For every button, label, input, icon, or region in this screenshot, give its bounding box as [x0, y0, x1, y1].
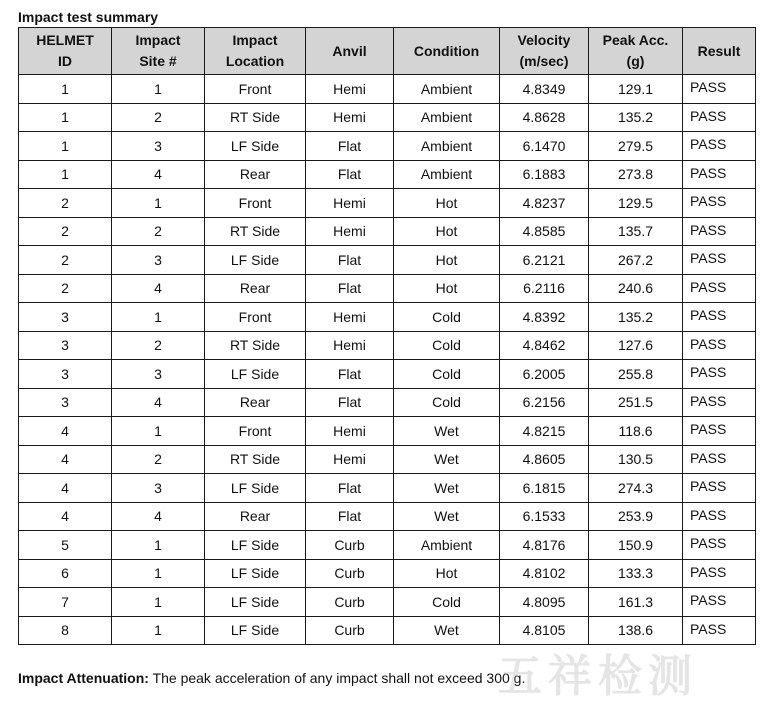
cell-result: PASS	[683, 217, 756, 246]
cell-impact-location: LF Side	[205, 531, 306, 560]
cell-impact-location: Rear	[205, 502, 306, 531]
cell-velocity: 4.8102	[500, 559, 589, 588]
cell-result: PASS	[683, 274, 756, 303]
header-text: Impact	[232, 32, 278, 48]
cell-peak-acc: 255.8	[589, 360, 683, 389]
cell-helmet-id: 4	[19, 474, 112, 503]
cell-condition: Cold	[394, 303, 500, 332]
cell-velocity: 4.8237	[500, 189, 589, 218]
cell-velocity: 4.8095	[500, 588, 589, 617]
cell-helmet-id: 1	[19, 103, 112, 132]
table-row	[19, 103, 756, 132]
cell-peak-acc: 135.7	[589, 217, 683, 246]
cell-impact-location: Front	[205, 417, 306, 446]
cell-peak-acc: 135.2	[589, 303, 683, 332]
cell-impact-site: 4	[112, 274, 205, 303]
cell-impact-site: 2	[112, 103, 205, 132]
cell-peak-acc: 133.3	[589, 559, 683, 588]
cell-impact-location: Rear	[205, 388, 306, 417]
cell-anvil: Hemi	[306, 417, 394, 446]
table-row	[19, 474, 756, 503]
cell-condition: Cold	[394, 360, 500, 389]
header-text: Location	[225, 53, 285, 69]
cell-condition: Ambient	[394, 531, 500, 560]
cell-result: PASS	[683, 445, 756, 474]
cell-anvil: Curb	[306, 559, 394, 588]
cell-condition: Cold	[394, 388, 500, 417]
table-row	[19, 303, 756, 332]
cell-condition: Cold	[394, 588, 500, 617]
cell-impact-site: 1	[112, 417, 205, 446]
cell-peak-acc: 240.6	[589, 274, 683, 303]
cell-impact-site: 3	[112, 360, 205, 389]
cell-anvil: Flat	[306, 160, 394, 189]
cell-anvil: Flat	[306, 360, 394, 389]
cell-anvil: Flat	[306, 474, 394, 503]
cell-impact-site: 4	[112, 502, 205, 531]
cell-helmet-id: 5	[19, 531, 112, 560]
table-row	[19, 417, 756, 446]
cell-peak-acc: 267.2	[589, 246, 683, 275]
cell-velocity: 6.1533	[500, 502, 589, 531]
cell-helmet-id: 8	[19, 616, 112, 645]
table-row	[19, 445, 756, 474]
cell-velocity: 4.8462	[500, 331, 589, 360]
cell-result: PASS	[683, 103, 756, 132]
cell-impact-location: RT Side	[205, 217, 306, 246]
table-row	[19, 531, 756, 560]
cell-impact-site: 4	[112, 160, 205, 189]
cell-result: PASS	[683, 360, 756, 389]
table-row	[19, 388, 756, 417]
cell-anvil: Hemi	[306, 189, 394, 218]
cell-impact-location: Rear	[205, 274, 306, 303]
table-row	[19, 132, 756, 161]
cell-anvil: Hemi	[306, 331, 394, 360]
cell-result: PASS	[683, 75, 756, 104]
header-text: (g)	[626, 53, 645, 69]
footnote	[18, 670, 525, 686]
cell-impact-site: 1	[112, 189, 205, 218]
cell-impact-location: LF Side	[205, 360, 306, 389]
cell-peak-acc: 150.9	[589, 531, 683, 560]
cell-helmet-id: 3	[19, 331, 112, 360]
header-text: Condition	[413, 42, 480, 59]
cell-result: PASS	[683, 559, 756, 588]
table-row	[19, 588, 756, 617]
cell-peak-acc: 129.1	[589, 75, 683, 104]
cell-impact-site: 3	[112, 132, 205, 161]
header-impact-site	[112, 28, 205, 75]
cell-result: PASS	[683, 588, 756, 617]
cell-peak-acc: 129.5	[589, 189, 683, 218]
cell-peak-acc: 135.2	[589, 103, 683, 132]
cell-impact-location: LF Side	[205, 246, 306, 275]
cell-impact-location: LF Side	[205, 616, 306, 645]
cell-helmet-id: 2	[19, 217, 112, 246]
cell-helmet-id: 6	[19, 559, 112, 588]
cell-anvil: Flat	[306, 246, 394, 275]
cell-velocity: 4.8349	[500, 75, 589, 104]
cell-impact-site: 3	[112, 474, 205, 503]
header-text: ID	[58, 53, 72, 69]
footnote-text: The peak acceleration of any impact shall not exceed 300 g.	[148, 670, 526, 686]
cell-helmet-id: 3	[19, 360, 112, 389]
header-text: Result	[697, 42, 741, 59]
header-text: Impact	[135, 32, 181, 48]
cell-result: PASS	[683, 160, 756, 189]
cell-result: PASS	[683, 331, 756, 360]
cell-helmet-id: 1	[19, 132, 112, 161]
cell-anvil: Flat	[306, 274, 394, 303]
cell-peak-acc: 251.5	[589, 388, 683, 417]
cell-impact-site: 1	[112, 588, 205, 617]
cell-condition: Hot	[394, 274, 500, 303]
cell-condition: Ambient	[394, 103, 500, 132]
cell-condition: Hot	[394, 246, 500, 275]
cell-velocity: 4.8215	[500, 417, 589, 446]
cell-impact-location: RT Side	[205, 445, 306, 474]
cell-velocity: 4.8605	[500, 445, 589, 474]
header-text: Anvil	[332, 42, 367, 59]
impact-test-table	[18, 27, 756, 645]
cell-impact-site: 1	[112, 616, 205, 645]
cell-anvil: Curb	[306, 616, 394, 645]
cell-velocity: 4.8176	[500, 531, 589, 560]
cell-velocity: 6.1470	[500, 132, 589, 161]
cell-peak-acc: 273.8	[589, 160, 683, 189]
table-header-row	[19, 28, 756, 75]
cell-velocity: 4.8628	[500, 103, 589, 132]
cell-impact-location: LF Side	[205, 588, 306, 617]
cell-anvil: Hemi	[306, 303, 394, 332]
cell-impact-site: 1	[112, 559, 205, 588]
cell-peak-acc: 274.3	[589, 474, 683, 503]
cell-impact-site: 3	[112, 246, 205, 275]
cell-velocity: 6.2121	[500, 246, 589, 275]
cell-helmet-id: 4	[19, 417, 112, 446]
cell-helmet-id: 3	[19, 388, 112, 417]
table-body	[19, 75, 756, 645]
cell-impact-site: 1	[112, 531, 205, 560]
cell-peak-acc: 161.3	[589, 588, 683, 617]
cell-condition: Ambient	[394, 160, 500, 189]
cell-helmet-id: 2	[19, 246, 112, 275]
cell-velocity: 6.1883	[500, 160, 589, 189]
cell-impact-location: Rear	[205, 160, 306, 189]
header-peak-acc	[589, 28, 683, 75]
cell-anvil: Hemi	[306, 445, 394, 474]
cell-velocity: 4.8392	[500, 303, 589, 332]
cell-impact-site: 2	[112, 445, 205, 474]
cell-helmet-id: 3	[19, 303, 112, 332]
header-text: Velocity	[517, 32, 571, 48]
cell-condition: Ambient	[394, 75, 500, 104]
cell-result: PASS	[683, 132, 756, 161]
header-helmet-id	[19, 28, 112, 75]
cell-impact-location: Front	[205, 189, 306, 218]
cell-impact-site: 1	[112, 75, 205, 104]
cell-anvil: Curb	[306, 588, 394, 617]
cell-result: PASS	[683, 502, 756, 531]
table-row	[19, 246, 756, 275]
cell-impact-location: RT Side	[205, 103, 306, 132]
cell-impact-location: Front	[205, 303, 306, 332]
cell-helmet-id: 1	[19, 75, 112, 104]
table-row	[19, 360, 756, 389]
cell-result: PASS	[683, 388, 756, 417]
watermark: 五祥检测	[498, 651, 698, 702]
header-condition	[394, 28, 500, 75]
cell-condition: Wet	[394, 417, 500, 446]
table-row	[19, 331, 756, 360]
cell-velocity: 6.2156	[500, 388, 589, 417]
cell-anvil: Curb	[306, 531, 394, 560]
cell-condition: Wet	[394, 616, 500, 645]
header-text: (m/sec)	[519, 53, 569, 69]
cell-condition: Wet	[394, 474, 500, 503]
cell-result: PASS	[683, 189, 756, 218]
cell-condition: Hot	[394, 559, 500, 588]
header-text: HELMET	[36, 32, 94, 48]
table-row	[19, 75, 756, 104]
cell-impact-location: LF Side	[205, 559, 306, 588]
header-anvil	[306, 28, 394, 75]
cell-impact-location: RT Side	[205, 331, 306, 360]
header-velocity	[500, 28, 589, 75]
cell-velocity: 6.2116	[500, 274, 589, 303]
cell-result: PASS	[683, 303, 756, 332]
cell-result: PASS	[683, 531, 756, 560]
cell-impact-site: 2	[112, 217, 205, 246]
cell-helmet-id: 4	[19, 502, 112, 531]
cell-impact-site: 2	[112, 331, 205, 360]
cell-velocity: 6.2005	[500, 360, 589, 389]
cell-condition: Wet	[394, 502, 500, 531]
table-row	[19, 559, 756, 588]
footnote-label: Impact Attenuation:	[18, 670, 149, 686]
cell-velocity: 4.8105	[500, 616, 589, 645]
cell-velocity: 4.8585	[500, 217, 589, 246]
table-row	[19, 189, 756, 218]
cell-result: PASS	[683, 474, 756, 503]
cell-peak-acc: 279.5	[589, 132, 683, 161]
cell-velocity: 6.1815	[500, 474, 589, 503]
cell-result: PASS	[683, 246, 756, 275]
header-impact-location	[205, 28, 306, 75]
cell-result: PASS	[683, 417, 756, 446]
cell-impact-site: 4	[112, 388, 205, 417]
cell-impact-location: LF Side	[205, 474, 306, 503]
cell-peak-acc: 127.6	[589, 331, 683, 360]
cell-peak-acc: 130.5	[589, 445, 683, 474]
cell-anvil: Hemi	[306, 217, 394, 246]
cell-anvil: Flat	[306, 388, 394, 417]
header-text: Peak Acc.	[602, 32, 669, 48]
header-text: Site #	[139, 53, 177, 69]
header-result	[683, 28, 756, 75]
cell-anvil: Hemi	[306, 75, 394, 104]
table-caption: Impact test summary	[18, 9, 159, 25]
cell-condition: Hot	[394, 217, 500, 246]
cell-impact-location: LF Side	[205, 132, 306, 161]
cell-helmet-id: 4	[19, 445, 112, 474]
cell-helmet-id: 2	[19, 189, 112, 218]
cell-anvil: Flat	[306, 502, 394, 531]
cell-helmet-id: 7	[19, 588, 112, 617]
cell-peak-acc: 138.6	[589, 616, 683, 645]
cell-anvil: Flat	[306, 132, 394, 161]
cell-condition: Ambient	[394, 132, 500, 161]
cell-anvil: Hemi	[306, 103, 394, 132]
cell-impact-location: Front	[205, 75, 306, 104]
cell-condition: Wet	[394, 445, 500, 474]
table-row	[19, 274, 756, 303]
cell-helmet-id: 2	[19, 274, 112, 303]
table-row	[19, 160, 756, 189]
table-row	[19, 502, 756, 531]
cell-impact-site: 1	[112, 303, 205, 332]
cell-helmet-id: 1	[19, 160, 112, 189]
cell-result: PASS	[683, 616, 756, 645]
cell-condition: Cold	[394, 331, 500, 360]
cell-peak-acc: 118.6	[589, 417, 683, 446]
cell-peak-acc: 253.9	[589, 502, 683, 531]
cell-condition: Hot	[394, 189, 500, 218]
table-row	[19, 217, 756, 246]
